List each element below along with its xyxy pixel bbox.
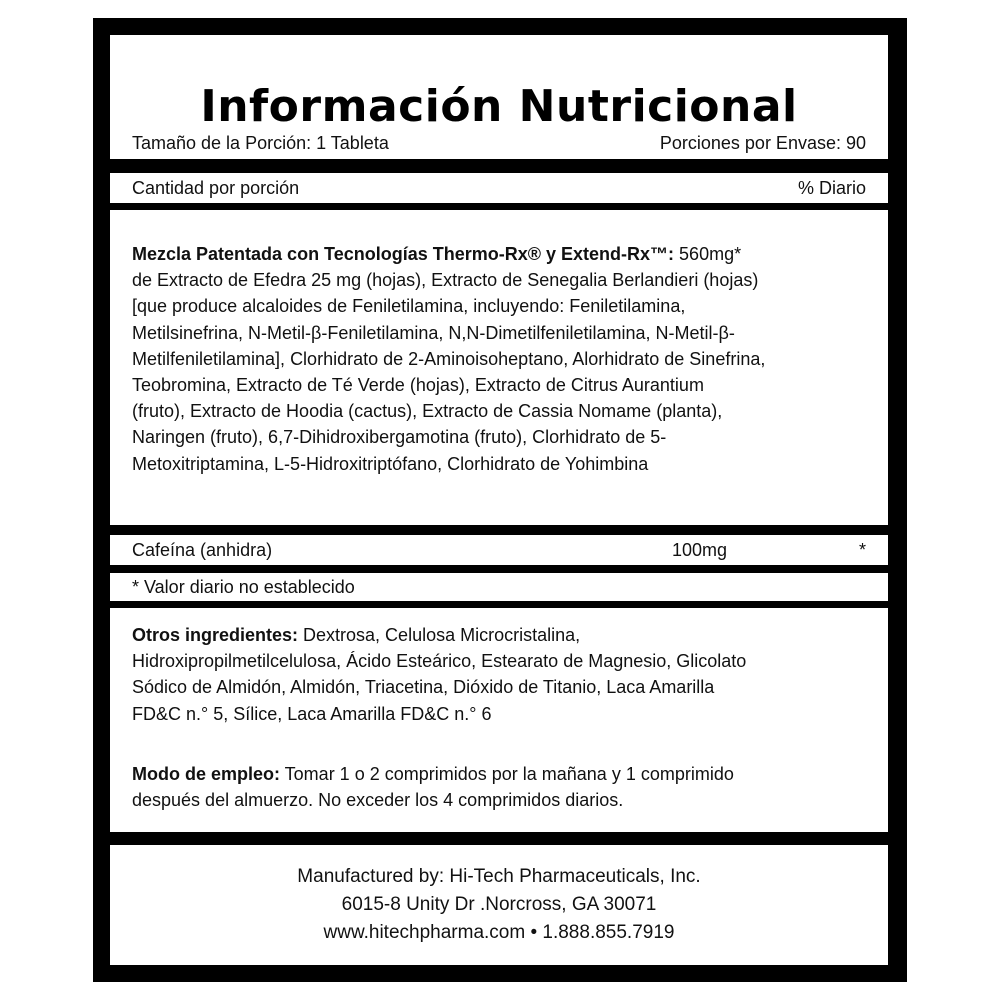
blend-line: Metoxitriptamina, L-5-Hidroxitriptófano, Clorhidrato de Yohimbina	[132, 453, 649, 474]
caffeine-row	[110, 535, 888, 565]
blend-line: Metilfeniletilamina], Clorhidrato de 2-Aminoisoheptano, Alorhidrato de Sinefrina,	[132, 348, 766, 369]
other-ingredients-text	[132, 622, 746, 727]
ingredients-line: Sódico de Almidón, Almidón, Triacetina, Dióxido de Titanio, Laca Amarilla	[132, 677, 715, 698]
caffeine-amount: 100mg	[672, 540, 728, 560]
manufacturer-name: Manufactured by: Hi-Tech Pharmaceuticals, Inc.	[297, 866, 701, 887]
caffeine-name: Cafeína (anhidra)	[132, 540, 273, 560]
daily-value-header: % Diario	[797, 178, 866, 198]
servings-per-container: Porciones por Envase: 90	[659, 133, 866, 153]
ingredients-line	[132, 622, 746, 648]
blend-line: de Extracto de Efedra 25 mg (hojas), Extracto de Senegalia Berlandieri (hojas)	[132, 270, 759, 291]
manufacturer-panel	[110, 845, 888, 965]
blend-amount: 560mg*	[674, 244, 742, 264]
ingredients-panel	[110, 608, 888, 832]
other-ingredients-heading: Otros ingredientes:	[132, 625, 299, 645]
blend-text	[132, 241, 765, 477]
blend-line: [que produce alcaloides de Feniletilamina, incluyendo: Feniletilamina,	[132, 296, 686, 317]
footnote-row	[110, 573, 888, 601]
directions-heading: Modo de empleo:	[132, 764, 280, 784]
ingredients-line: FD&C n.° 5, Sílice, Laca Amarilla FD&C n.° 6	[132, 703, 492, 724]
blend-panel	[110, 210, 888, 525]
manufacturer-contact: www.hitechpharma.com • 1.888.855.7919	[323, 922, 675, 943]
ingredients-first-line: Dextrosa, Celulosa Microcristalina,	[298, 625, 581, 645]
amount-header-row	[110, 173, 888, 203]
caffeine-daily-value: *	[858, 540, 866, 560]
ingredients-line: Hidroxipropilmetilcelulosa, Ácido Esteárico, Estearato de Magnesio, Glicolato	[132, 651, 747, 672]
title-panel	[110, 35, 888, 159]
directions-text	[132, 761, 734, 813]
blend-line: Metilsinefrina, N-Metil-β-Feniletilamina, N,N-Dimetilfeniletilamina, N-Metil-β-	[132, 322, 735, 343]
directions-first-line: Tomar 1 o 2 comprimidos por la mañana y 1 comprimido	[280, 764, 734, 784]
daily-value-footnote: * Valor diario no establecido	[132, 577, 355, 597]
blend-line	[132, 241, 765, 267]
amount-per-serving-label: Cantidad por porción	[132, 178, 300, 198]
blend-line: Teobromina, Extracto de Té Verde (hojas), Extracto de Citrus Aurantium	[132, 375, 704, 396]
directions-line	[132, 761, 734, 787]
blend-line: (fruto), Extracto de Hoodia (cactus), Extracto de Cassia Nomame (planta),	[132, 401, 723, 422]
label-title: Información Nutricional	[200, 81, 798, 132]
manufacturer-address: 6015-8 Unity Dr .Norcross, GA 30071	[341, 894, 657, 915]
blend-name: Mezcla Patentada con Tecnologías Thermo-Rx® y Extend-Rx™:	[132, 244, 675, 264]
blend-line: Naringen (fruto), 6,7-Dihidroxibergamotina (fruto), Clorhidrato de 5-	[132, 427, 667, 448]
directions-line: después del almuerzo. No exceder los 4 comprimidos diarios.	[132, 790, 624, 811]
serving-size: Tamaño de la Porción: 1 Tableta	[132, 133, 389, 153]
